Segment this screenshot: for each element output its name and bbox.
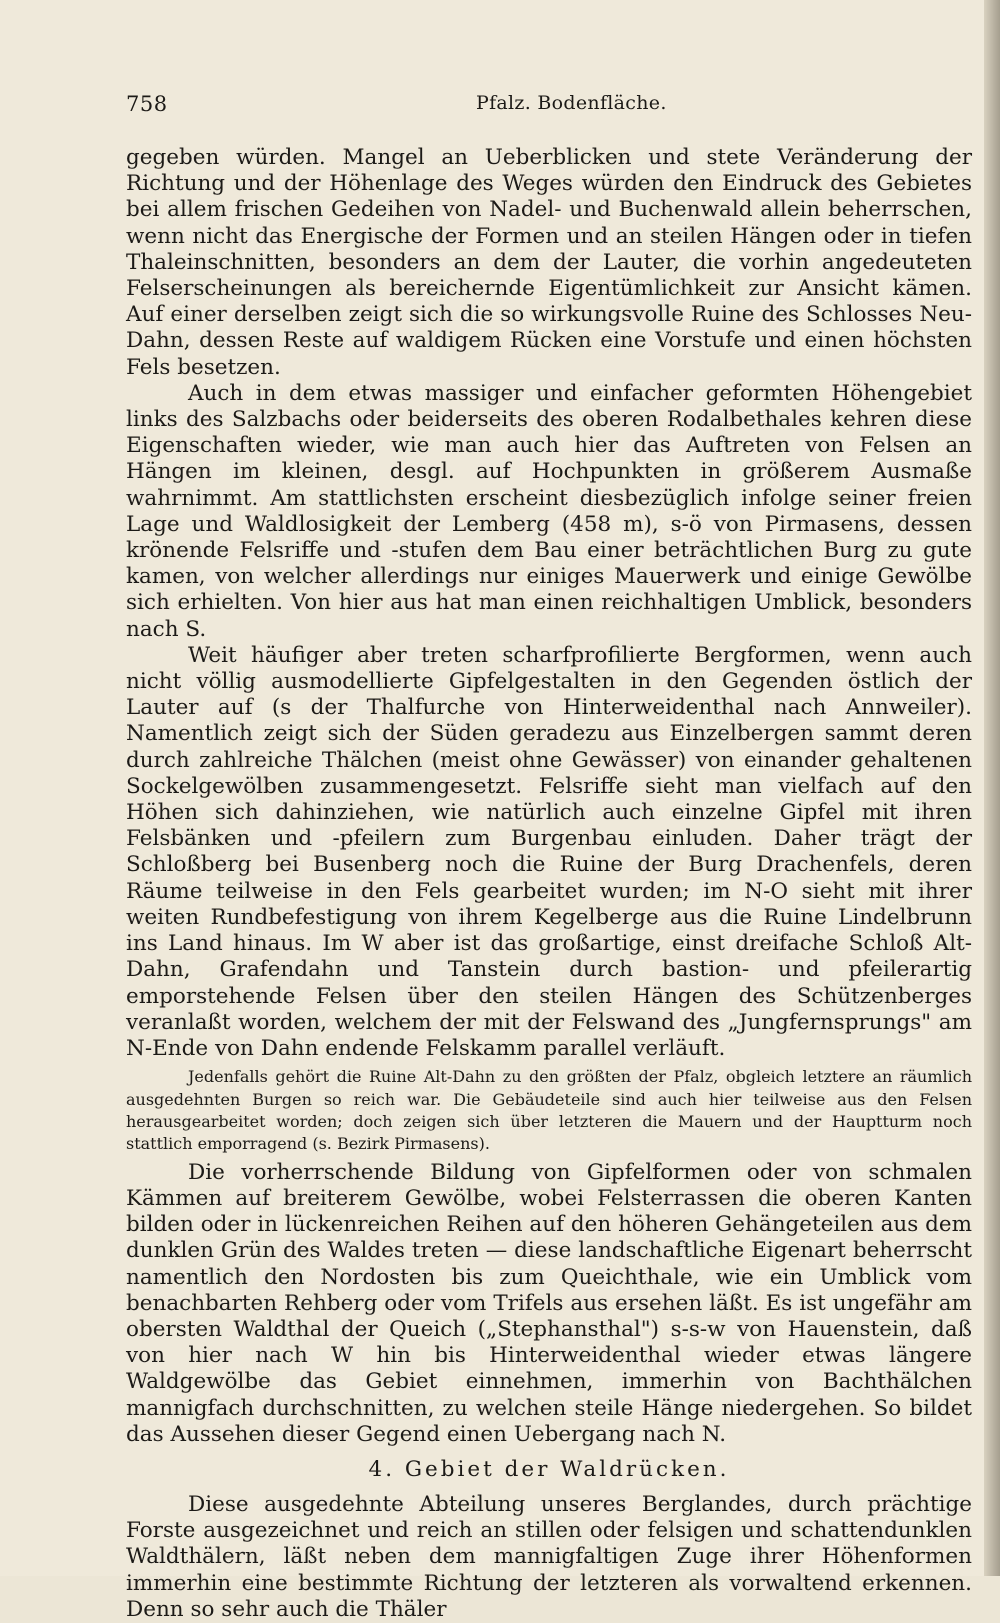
running-title: Pfalz. Bodenfläche. [476,92,667,114]
paragraph: Diese ausgedehnte Abteilung unseres Berglandes, durch prächtige Forste ausgezeichnet und reich an stillen oder felsigen und schattendunklen Waldthälern, läßt neben dem mannigfaltigen Zuge ihrer Höhenformen immerhin eine bestimmte Richtung der letzteren als vorwaltend erkennen. Denn so sehr auch die Thäler [126,1491,972,1622]
page-body [126,145,972,1623]
paragraph: Auch in dem etwas massiger und einfacher geformten Höhengebiet links des Salzbachs oder beiderseits des oberen Rodalbethales kehren diese Eigenschaften wieder, wie man auch hier das Auftreten von Felsen an Hängen im kleinen, desgl. auf Hochpunkten in größerem Ausmaße wahrnimmt. Am stattlichsten erscheint diesbezüglich infolge seiner freien Lage und Waldlosigkeit der Lemberg (458 m), s-ö von Pirmasens, dessen krönende Felsriffe und -stufen dem Bau einer beträchtlichen Burg zu gute kamen, von welcher allerdings nur einiges Mauerwerk und einige Gewölbe sich erhielten. Von hier aus hat man einen reichhaltigen Umblick, besonders nach S. [126,380,972,642]
page-header [126,92,862,122]
section-heading: 4. Gebiet der Waldrücken. [368,1456,730,1482]
footnote: Jedenfalls gehört die Ruine Alt-Dahn zu den größten der Pfalz, obgleich letztere an räumlich ausgedehnten Burgen so reich war. Die Gebäudeteile sind auch hier teilweise aus den Felsen herausgearbeitet worden; doch zeigen sich über letzteren die Mauern und der Hauptturm noch stattlich emporragend (s. Bezirk Pirmasens). [126,1067,972,1154]
paragraph: Die vorherrschende Bildung von Gipfelformen oder von schmalen Kämmen auf breiterem Gewölbe, wobei Felsterrassen die oberen Kanten bilden oder in lückenreichen Reihen auf den höheren Gehängeteilen aus dem dunklen Grün des Waldes treten — diese landschaftliche Eigenart beherrscht namentlich den Nordosten bis zum Queichthale, wie ein Umblick vom benachbarten Rehberg oder vom Trifels aus ersehen läßt. Es ist ungefähr am obersten Waldthal der Queich („Stephansthal") s-s-w von Hauenstein, daß von hier nach W hin bis Hinterweidenthal wieder etwas längere Waldgewölbe das Gebiet einnehmen, immerhin von Bachthälchen mannigfach durchschnitten, zu welchen steile Hänge niedergehen. So bildet das Aussehen dieser Gegend einen Uebergang nach N. [126,1159,972,1447]
paragraph: Weit häufiger aber treten scharfprofilierte Bergformen, wenn auch nicht völlig ausmodellierte Gipfelgestalten in den Gegenden östlich der Lauter auf (s der Thalfurche von Hinterweidenthal nach Annweiler). Namentlich zeigt sich der Süden geradezu aus Einzelbergen sammt deren durch zahlreiche Thälchen (meist ohne Gewässer) von einander gehaltenen Sockelgewölben zusammengesetzt. Felsriffe sieht man vielfach auf den Höhen sich dahinziehen, wie natürlich auch einzelne Gipfel mit ihren Felsbänken und -pfeilern zum Burgenbau einluden. Daher trägt der Schloßberg bei Busenberg noch die Ruine der Burg Drachenfels, deren Räume teilweise in den Fels gearbeitet wurden; im N-O sieht mit ihrer weiten Rundbefestigung von ihrem Kegelberge aus die Ruine Lindelbrunn ins Land hinaus. Im W aber ist das großartige, einst dreifache Schloß Alt-Dahn, Grafendahn und Tanstein durch bastion- und pfeilerartig emporstehende Felsen über den steilen Hängen des Schützenberges veranlaßt worden, welchem der mit der Felswand des „Jungfernsprungs" am N-Ende von Dahn endende Felskamm parallel verläuft. [126,642,972,1061]
page-edge-shadow [984,0,1000,1576]
page-number: 758 [126,92,168,116]
paragraph: gegeben würden. Mangel an Ueberblicken und stete Veränderung der Richtung und der Höhenlage des Weges würden den Eindruck des Gebietes bei allem frischen Gedeihen von Nadel- und Buchenwald allein beherrschen, wenn nicht das Energische der Formen und an steilen Hängen oder in tiefen Thaleinschnitten, besonders an dem der Lauter, die vorhin angedeuteten Felserscheinungen als bereichernde Eigentümlichkeit zur Ansicht kämen. Auf einer derselben zeigt sich die so wirkungsvolle Ruine des Schlosses Neu-Dahn, dessen Reste auf waldigem Rücken eine Vorstufe und einen höchsten Fels besetzen. [126,145,972,380]
